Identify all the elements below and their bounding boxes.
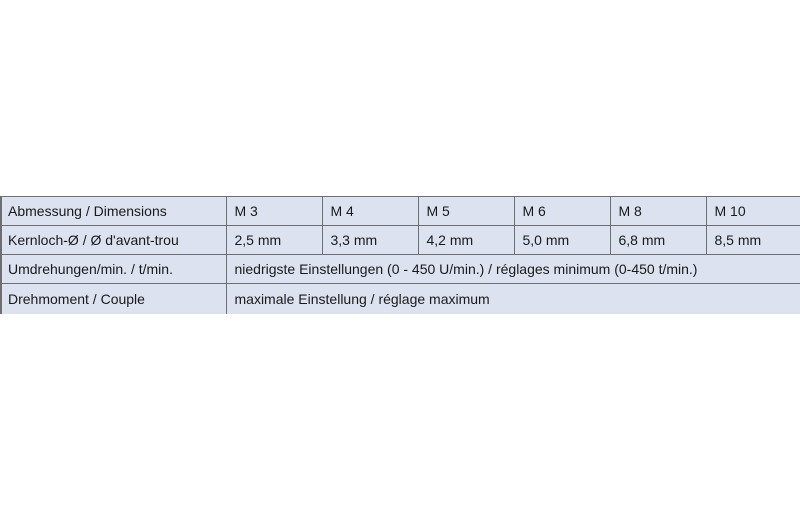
row-label-dimensions: Abmessung / Dimensions — [1, 197, 226, 226]
row-label-core-hole: Kernloch-Ø / Ø d'avant-trou — [1, 226, 226, 255]
dimension-cell: M 8 — [610, 197, 706, 226]
dimension-cell: M 5 — [418, 197, 514, 226]
core-hole-cell: 8,5 mm — [706, 226, 800, 255]
specifications-table — [0, 196, 800, 314]
core-hole-cell: 3,3 mm — [322, 226, 418, 255]
core-hole-cell: 5,0 mm — [514, 226, 610, 255]
core-hole-cell: 6,8 mm — [610, 226, 706, 255]
row-label-rotation-speed: Umdrehungen/min. / t/min. — [1, 255, 226, 284]
table-row-torque — [1, 284, 800, 315]
table-row-dimensions — [1, 197, 800, 226]
dimension-cell: M 3 — [226, 197, 322, 226]
dimension-cell: M 10 — [706, 197, 800, 226]
torque-value: maximale Einstellung / réglage maximum — [226, 284, 800, 315]
core-hole-cell: 4,2 mm — [418, 226, 514, 255]
dimension-cell: M 6 — [514, 197, 610, 226]
table-row-rotation-speed — [1, 255, 800, 284]
row-label-torque: Drehmoment / Couple — [1, 284, 226, 315]
dimension-cell: M 4 — [322, 197, 418, 226]
rotation-speed-value: niedrigste Einstellungen (0 - 450 U/min.) / réglages minimum (0-450 t/min.) — [226, 255, 800, 284]
table-row-core-hole — [1, 226, 800, 255]
core-hole-cell: 2,5 mm — [226, 226, 322, 255]
